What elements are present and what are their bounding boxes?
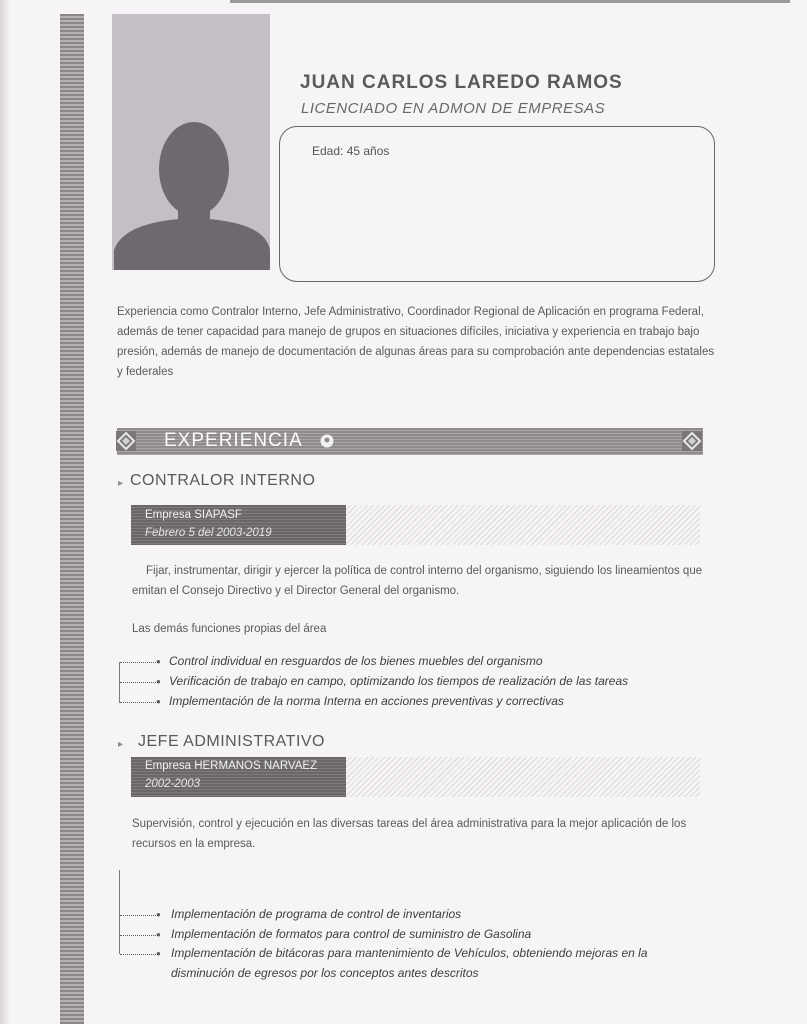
decorative-sidebar	[60, 14, 84, 1024]
candidate-title: LICENCIADO EN ADMON DE EMPRESAS	[301, 100, 606, 117]
diamond-ornament-icon	[682, 431, 702, 451]
bullet-dot-icon: ●	[156, 697, 161, 706]
profile-photo	[112, 14, 270, 270]
job-2-description: Supervisión, control y ejecución en las diversas tareas del área administrativa para la mejor aplicación de los recursos en la empresa.	[132, 818, 687, 850]
job-2-bullet: disminución de egresos por los conceptos antes descritos	[171, 966, 479, 980]
bullet-dot-icon: ●	[156, 930, 161, 939]
bullet-dot-icon: ●	[156, 949, 161, 958]
diamond-ornament-icon	[116, 431, 136, 451]
job-1-bullet-connector	[120, 662, 158, 663]
job-1-bullet-connector	[120, 682, 158, 683]
job-2-bullet: Implementación de programa de control de inventarios	[171, 907, 462, 921]
job-2-bullet-connector	[120, 915, 158, 916]
job-2-bullet-connector	[120, 935, 158, 936]
job-1-position: CONTRALOR INTERNO	[130, 472, 316, 489]
age-text: Edad: 45 años	[312, 144, 390, 158]
triangle-right-icon: ▸	[118, 478, 124, 489]
job-2-bullet: Implementación de formatos para control de suministro de Gasolina	[171, 927, 532, 941]
location-pin-icon	[320, 434, 334, 448]
job-1-bullet: Control individual en resguardos de los bienes muebles del organismo	[169, 654, 543, 668]
job-2-company-hatch	[346, 757, 700, 797]
job-1-bullet-connector	[120, 702, 158, 703]
job-2-position: JEFE ADMINISTRATIVO	[138, 733, 325, 750]
job-1-description: Fijar, instrumentar, dirigir y ejercer la política de control interno del organismo, siguiendo los lineamientos que emitan el Consejo Directivo y el Director General del organismo.	[132, 565, 703, 597]
job-1-dates: Febrero 5 del 2003-2019	[145, 527, 272, 539]
job-2-bullet-bracket	[119, 870, 120, 954]
scan-edge	[0, 0, 10, 1024]
triangle-right-icon: ▸	[118, 739, 124, 750]
candidate-name: JUAN CARLOS LAREDO RAMOS	[300, 72, 623, 93]
job-1-company-hatch	[346, 505, 700, 545]
job-1-bullet: Implementación de la norma Interna en acciones preventivas y correctivas	[169, 694, 564, 708]
top-border-line	[230, 0, 790, 3]
job-1-bullet: Verificación de trabajo en campo, optimizando los tiempos de realización de las tareas	[169, 674, 629, 688]
summary-paragraph: Experiencia como Contralor Interno, Jefe Administrativo, Coordinador Regional de Aplicación en programa Federal, además de tener capacidad para manejo de grupos en situaciones difíciles, iniciativa y experiencia en trabajo bajo presión, además de manejo de documentación de algunas áreas para su comprobación ante dependencias estatales y federales	[117, 306, 715, 378]
job-1-extra: Las demás funciones propias del área	[132, 623, 327, 635]
job-2-bullet: Implementación de bitácoras para mantenimiento de Vehículos, obteniendo mejoras en la	[171, 946, 648, 960]
experience-heading: EXPERIENCIA	[164, 430, 303, 451]
person-silhouette-icon	[112, 14, 270, 270]
bullet-dot-icon: ●	[156, 910, 161, 919]
job-2-dates: 2002-2003	[145, 778, 200, 790]
bullet-dot-icon: ●	[156, 677, 161, 686]
job-1-company: Empresa SIAPASF	[145, 509, 242, 521]
bullet-dot-icon: ●	[156, 657, 161, 666]
job-2-bullet-connector	[120, 954, 158, 955]
job-2-company: Empresa HERMANOS NARVAEZ	[145, 760, 318, 772]
